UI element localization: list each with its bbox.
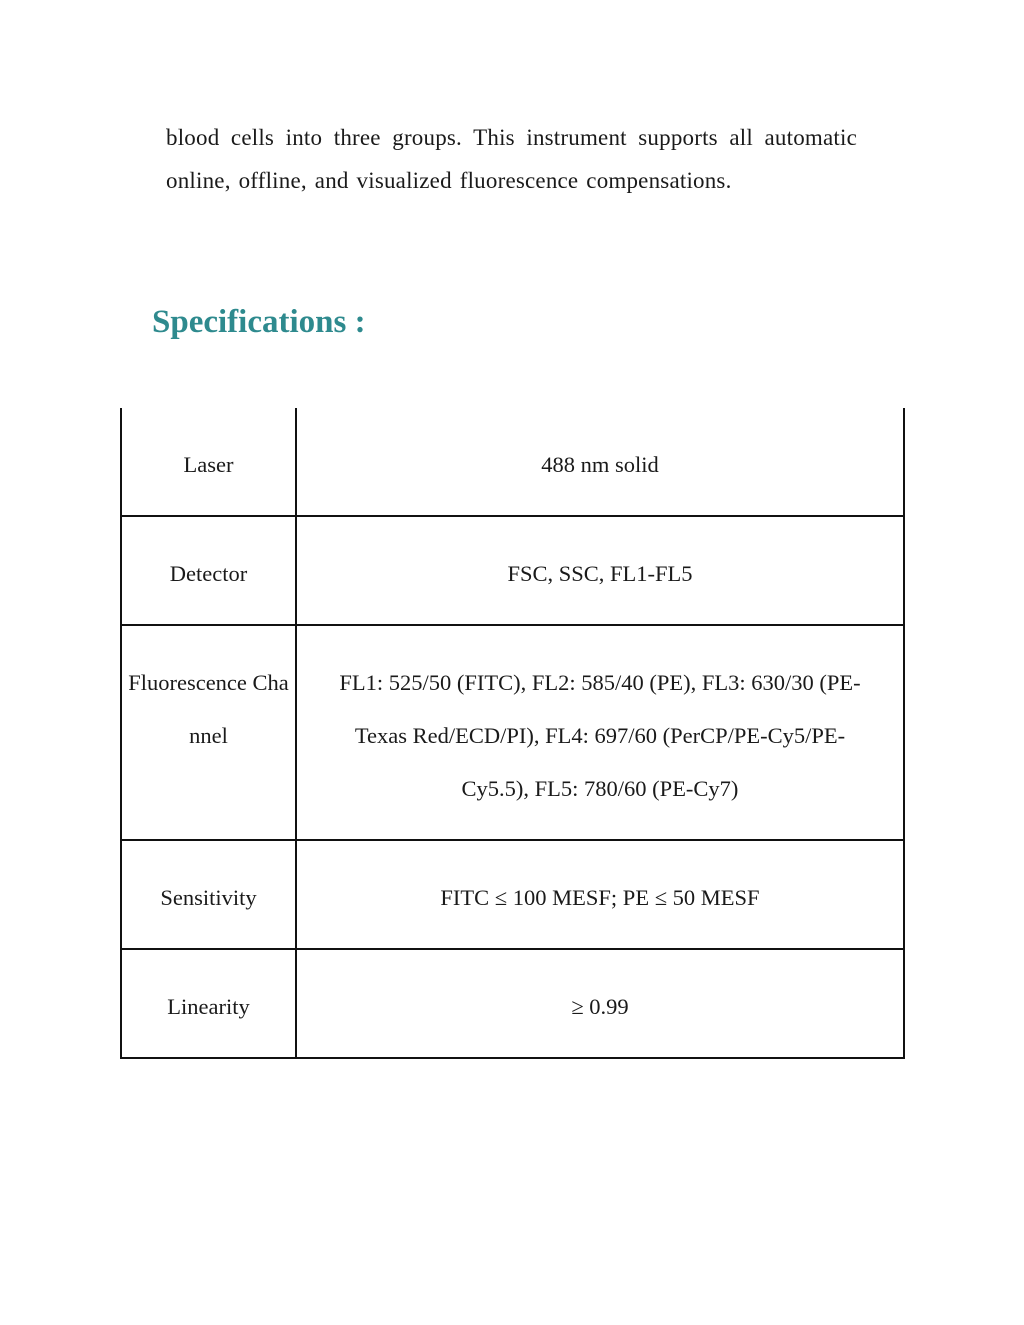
intro-paragraph: blood cells into three groups. This instrument supports all automatic online, offline, and visualized fluorescence compensations. — [166, 125, 857, 193]
spec-value-detector: FSC, SSC, FL1-FL5 — [296, 516, 904, 625]
spec-value-fluorescence-channel: FL1: 525/50 (FITC), FL2: 585/40 (PE), FL3: 630/30 (PE- Texas Red/ECD/PI), FL4: 697/60 (PerCP/PE-Cy5/PE-Cy5.5), FL5: 780/60 (PE-Cy7) — [296, 625, 904, 840]
spec-label-fluorescence-channel: Fluorescence Channel — [121, 625, 296, 840]
spec-value-sensitivity: FITC ≤ 100 MESF; PE ≤ 50 MESF — [296, 840, 904, 949]
specifications-heading: Specifications : — [152, 304, 366, 340]
specifications-table — [120, 408, 905, 1059]
table-row — [121, 408, 904, 516]
spec-value-linearity: ≥ 0.99 — [296, 949, 904, 1058]
spec-label-sensitivity: Sensitivity — [121, 840, 296, 949]
spec-label-detector: Detector — [121, 516, 296, 625]
table-row — [121, 949, 904, 1058]
table-row — [121, 625, 904, 840]
spec-label-linearity: Linearity — [121, 949, 296, 1058]
spec-value-laser: 488 nm solid — [296, 408, 904, 516]
table-row — [121, 516, 904, 625]
spec-label-laser: Laser — [121, 408, 296, 516]
table-row — [121, 840, 904, 949]
